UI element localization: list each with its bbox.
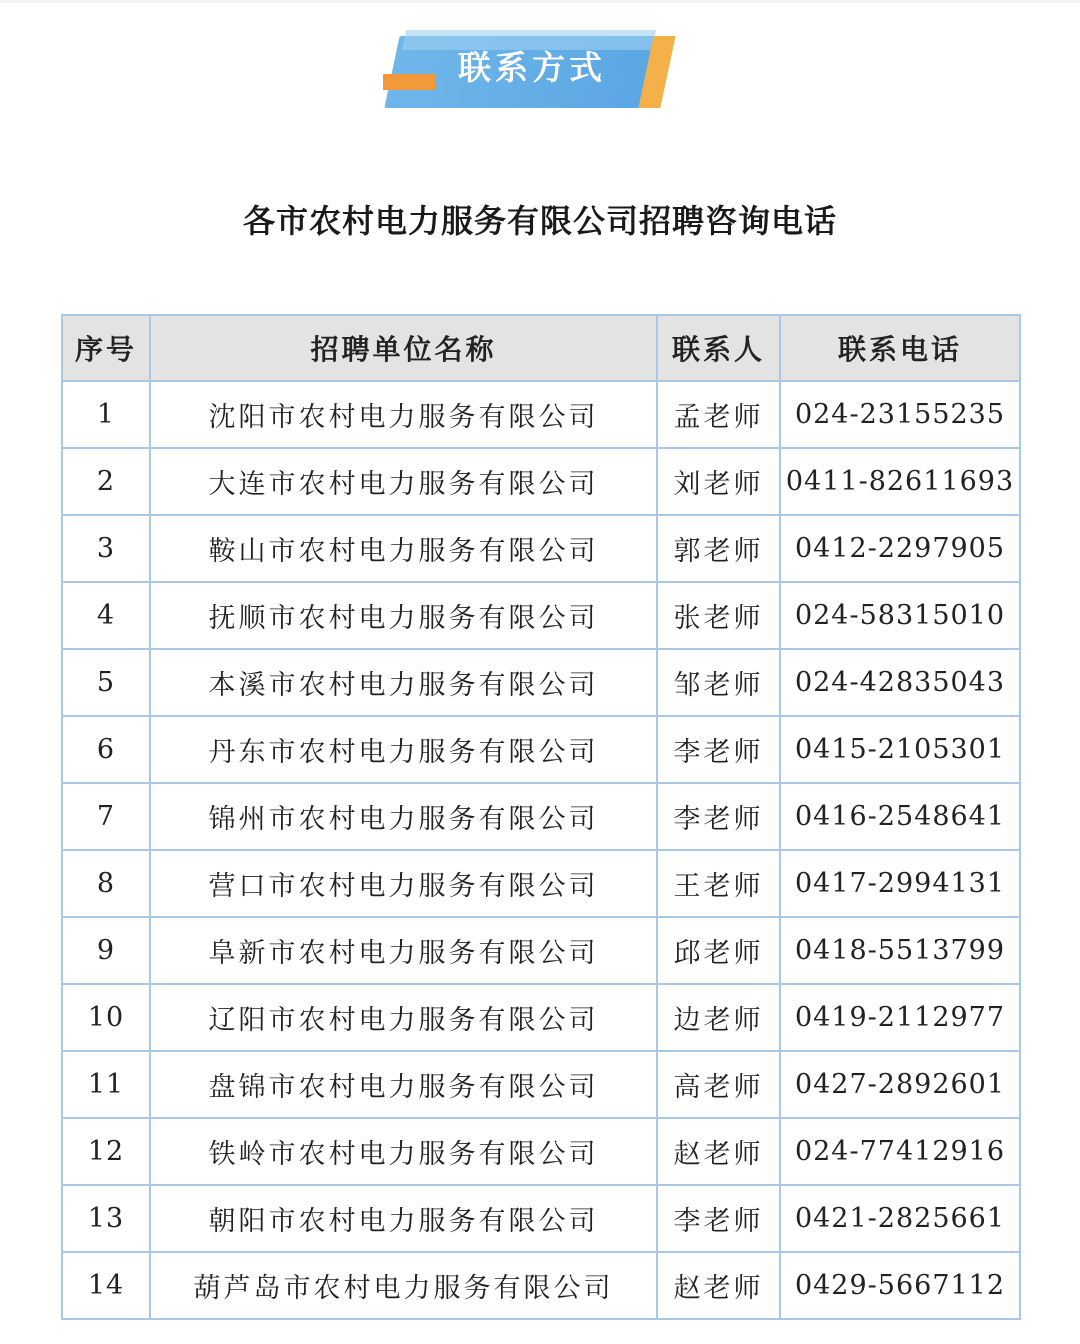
banner-orange-bar: [383, 74, 435, 90]
page-title: 各市农村电力服务有限公司招聘咨询电话: [242, 202, 837, 240]
cell-phone: 0412-2297905: [780, 515, 1020, 582]
cell-contact-person: 郭老师: [657, 515, 780, 582]
cell-serial: 6: [62, 716, 150, 783]
cell-contact-person: 邹老师: [657, 649, 780, 716]
cell-phone: 0419-2112977: [780, 984, 1020, 1051]
table-body: [62, 381, 1020, 1319]
cell-unit-name: 朝阳市农村电力服务有限公司: [150, 1185, 657, 1252]
cell-unit-name: 铁岭市农村电力服务有限公司: [150, 1118, 657, 1185]
cell-phone: 0418-5513799: [780, 917, 1020, 984]
cell-unit-name: 鞍山市农村电力服务有限公司: [150, 515, 657, 582]
contact-table-container: [61, 314, 1021, 1320]
table-row: [62, 917, 1020, 984]
cell-contact-person: 邱老师: [657, 917, 780, 984]
cell-phone: 0421-2825661: [780, 1185, 1020, 1252]
section-banner: [380, 30, 690, 112]
cell-contact-person: 边老师: [657, 984, 780, 1051]
table-row: [62, 381, 1020, 448]
cell-serial: 9: [62, 917, 150, 984]
table-row: [62, 783, 1020, 850]
cell-serial: 3: [62, 515, 150, 582]
cell-unit-name: 沈阳市农村电力服务有限公司: [150, 381, 657, 448]
table-row: [62, 649, 1020, 716]
cell-unit-name: 辽阳市农村电力服务有限公司: [150, 984, 657, 1051]
table-row: [62, 716, 1020, 783]
contact-table: [61, 314, 1021, 1320]
cell-serial: 10: [62, 984, 150, 1051]
banner-label: 联系方式: [458, 48, 606, 87]
table-row: [62, 1051, 1020, 1118]
cell-unit-name: 锦州市农村电力服务有限公司: [150, 783, 657, 850]
table-row: [62, 1252, 1020, 1319]
top-divider: [0, 0, 1080, 3]
cell-serial: 2: [62, 448, 150, 515]
cell-unit-name: 大连市农村电力服务有限公司: [150, 448, 657, 515]
cell-contact-person: 李老师: [657, 783, 780, 850]
table-header-row: [62, 315, 1020, 381]
cell-phone: 024-23155235: [780, 381, 1020, 448]
cell-serial: 1: [62, 381, 150, 448]
table-row: [62, 448, 1020, 515]
cell-phone: 0415-2105301: [780, 716, 1020, 783]
cell-unit-name: 本溪市农村电力服务有限公司: [150, 649, 657, 716]
cell-contact-person: 张老师: [657, 582, 780, 649]
cell-serial: 7: [62, 783, 150, 850]
cell-contact-person: 王老师: [657, 850, 780, 917]
cell-phone: 0416-2548641: [780, 783, 1020, 850]
cell-contact-person: 刘老师: [657, 448, 780, 515]
cell-phone: 0427-2892601: [780, 1051, 1020, 1118]
cell-unit-name: 营口市农村电力服务有限公司: [150, 850, 657, 917]
cell-serial: 14: [62, 1252, 150, 1319]
cell-serial: 13: [62, 1185, 150, 1252]
cell-serial: 11: [62, 1051, 150, 1118]
cell-unit-name: 阜新市农村电力服务有限公司: [150, 917, 657, 984]
cell-unit-name: 抚顺市农村电力服务有限公司: [150, 582, 657, 649]
table-row: [62, 850, 1020, 917]
header-phone: 联系电话: [780, 315, 1020, 381]
header-contact-person: 联系人: [657, 315, 780, 381]
table-row: [62, 582, 1020, 649]
cell-phone: 024-42835043: [780, 649, 1020, 716]
cell-contact-person: 赵老师: [657, 1252, 780, 1319]
cell-contact-person: 赵老师: [657, 1118, 780, 1185]
cell-unit-name: 葫芦岛市农村电力服务有限公司: [150, 1252, 657, 1319]
cell-phone: 024-77412916: [780, 1118, 1020, 1185]
table-row: [62, 1185, 1020, 1252]
cell-phone: 024-58315010: [780, 582, 1020, 649]
cell-serial: 4: [62, 582, 150, 649]
cell-phone: 0417-2994131: [780, 850, 1020, 917]
cell-unit-name: 盘锦市农村电力服务有限公司: [150, 1051, 657, 1118]
cell-phone: 0429-5667112: [780, 1252, 1020, 1319]
cell-contact-person: 高老师: [657, 1051, 780, 1118]
header-unit-name: 招聘单位名称: [150, 315, 657, 381]
cell-unit-name: 丹东市农村电力服务有限公司: [150, 716, 657, 783]
cell-serial: 8: [62, 850, 150, 917]
cell-serial: 5: [62, 649, 150, 716]
table-row: [62, 984, 1020, 1051]
table-row: [62, 515, 1020, 582]
cell-phone: 0411-82611693: [780, 448, 1020, 515]
header-serial: 序号: [62, 315, 150, 381]
table-row: [62, 1118, 1020, 1185]
cell-contact-person: 李老师: [657, 1185, 780, 1252]
cell-contact-person: 孟老师: [657, 381, 780, 448]
cell-serial: 12: [62, 1118, 150, 1185]
cell-contact-person: 李老师: [657, 716, 780, 783]
